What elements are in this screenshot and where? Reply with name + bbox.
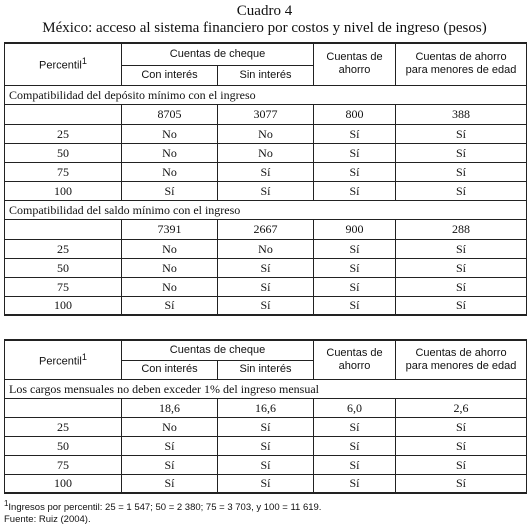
table-cell: Sí <box>122 474 218 493</box>
table-cell: 100 <box>5 474 122 493</box>
table-row <box>5 162 527 181</box>
table-cell: Sí <box>218 474 314 493</box>
table-cell: 7391 <box>122 219 218 239</box>
header-sin-interes: Sin interés <box>218 360 314 379</box>
header-cuentas-ahorro: Cuentas de ahorro <box>314 43 396 85</box>
header-ahorro-menores: Cuentas de ahorro para menores de edad <box>396 43 527 85</box>
header-con-interes: Con interés <box>122 360 218 379</box>
table-cell: Sí <box>314 124 396 143</box>
table-cell: Sí <box>218 181 314 200</box>
table-cell: Sí <box>396 181 527 200</box>
header-cuentas-cheque: Cuentas de cheque <box>122 43 314 65</box>
table-cell <box>5 104 122 124</box>
table-cell: 2,6 <box>396 398 527 417</box>
table-cell: Sí <box>396 124 527 143</box>
table-cell: 900 <box>314 219 396 239</box>
table-row <box>5 124 527 143</box>
table-cell: No <box>218 124 314 143</box>
table-row <box>5 436 527 455</box>
table-cell: No <box>122 239 218 258</box>
table-title: México: acceso al sistema financiero por costos y nivel de ingreso (pesos) <box>42 20 487 36</box>
table-cell: Sí <box>396 296 527 315</box>
table-cell: 50 <box>5 436 122 455</box>
header-cuentas-ahorro: Cuentas de ahorro <box>314 340 396 379</box>
values-row <box>5 219 527 239</box>
table-row <box>5 239 527 258</box>
header-con-interes: Con interés <box>122 65 218 85</box>
table-row <box>5 417 527 436</box>
table-cell: Sí <box>396 455 527 474</box>
footnote-source: Fuente: Ruiz (2004). <box>4 514 91 525</box>
values-row <box>5 104 527 124</box>
table-2 <box>4 339 527 494</box>
table-cell: Sí <box>122 296 218 315</box>
table-cell: Sí <box>122 436 218 455</box>
table-row <box>5 143 527 162</box>
table-cell: 25 <box>5 124 122 143</box>
section-label: Compatibilidad del depósito mínimo con el ingreso <box>5 85 527 104</box>
table-cell: Sí <box>396 258 527 277</box>
table-cell: Sí <box>314 455 396 474</box>
table-cell: 100 <box>5 296 122 315</box>
table-cell: No <box>122 417 218 436</box>
table-cell: Sí <box>314 417 396 436</box>
table-cell: Sí <box>218 296 314 315</box>
table-cell: No <box>122 258 218 277</box>
table-cell: 388 <box>396 104 527 124</box>
table-cell: Sí <box>314 277 396 296</box>
table-cell: Sí <box>314 296 396 315</box>
table-cell: Sí <box>218 277 314 296</box>
table-cell: No <box>122 277 218 296</box>
table-cell: Sí <box>396 239 527 258</box>
header-percentil: Percentil$^1$ <box>5 43 122 85</box>
table-cell: 75 <box>5 162 122 181</box>
table-cell: 6,0 <box>314 398 396 417</box>
header-percentil: Percentil$^1$ <box>5 340 122 379</box>
table-cell: No <box>122 162 218 181</box>
table-cell: 288 <box>396 219 527 239</box>
values-row <box>5 398 527 417</box>
header-cuentas-cheque: Cuentas de cheque <box>122 340 314 360</box>
table-cell: 16,6 <box>218 398 314 417</box>
table-cell: Sí <box>218 436 314 455</box>
table-cell: Sí <box>122 455 218 474</box>
table-cell: Sí <box>396 474 527 493</box>
table-row <box>5 258 527 277</box>
table-cell: Sí <box>314 474 396 493</box>
table-cell: Sí <box>396 436 527 455</box>
header-ahorro-menores: Cuentas de ahorro para menores de edad <box>396 340 527 379</box>
table-cell: 3077 <box>218 104 314 124</box>
table-cell: Sí <box>314 258 396 277</box>
table-cell: Sí <box>396 143 527 162</box>
table-cell: Sí <box>218 162 314 181</box>
table-cell: Sí <box>396 277 527 296</box>
table-cell: 50 <box>5 143 122 162</box>
footnote-income: $^1$Ingresos por percentil: 25 = 1 547; 50 = 2 380; 75 = 3 703, y 100 = 11 619. <box>4 499 322 514</box>
table-cell: Sí <box>314 143 396 162</box>
table-cell: 50 <box>5 258 122 277</box>
table-cell: 25 <box>5 239 122 258</box>
table-cell: No <box>122 124 218 143</box>
table-cell: Sí <box>314 162 396 181</box>
table-cell: Sí <box>218 258 314 277</box>
section-label: Los cargos mensuales no deben exceder 1% del ingreso mensual <box>5 379 527 398</box>
table-cell <box>5 398 122 417</box>
table-number: Cuadro 4 <box>236 3 293 19</box>
table-cell: Sí <box>218 455 314 474</box>
table-row <box>5 455 527 474</box>
table-cell: 800 <box>314 104 396 124</box>
section-label: Compatibilidad del saldo mínimo con el ingreso <box>5 200 527 219</box>
table-cell: Sí <box>396 417 527 436</box>
table-cell: 8705 <box>122 104 218 124</box>
table-cell: 2667 <box>218 219 314 239</box>
table-row <box>5 296 527 315</box>
table-cell: Sí <box>396 162 527 181</box>
table-cell: No <box>122 143 218 162</box>
table-row <box>5 474 527 493</box>
table-cell: 18,6 <box>122 398 218 417</box>
table-cell: Sí <box>122 181 218 200</box>
header-sin-interes: Sin interés <box>218 65 314 85</box>
table-cell: 75 <box>5 277 122 296</box>
table-1 <box>4 42 527 316</box>
table-cell: Sí <box>314 436 396 455</box>
table-cell: Sí <box>314 181 396 200</box>
table-cell: No <box>218 239 314 258</box>
table-cell: No <box>218 143 314 162</box>
table-row <box>5 277 527 296</box>
table-cell: 100 <box>5 181 122 200</box>
table-cell: 75 <box>5 455 122 474</box>
table-row <box>5 181 527 200</box>
table-cell: 25 <box>5 417 122 436</box>
table-cell <box>5 219 122 239</box>
table-cell: Sí <box>314 239 396 258</box>
table-cell: Sí <box>218 417 314 436</box>
